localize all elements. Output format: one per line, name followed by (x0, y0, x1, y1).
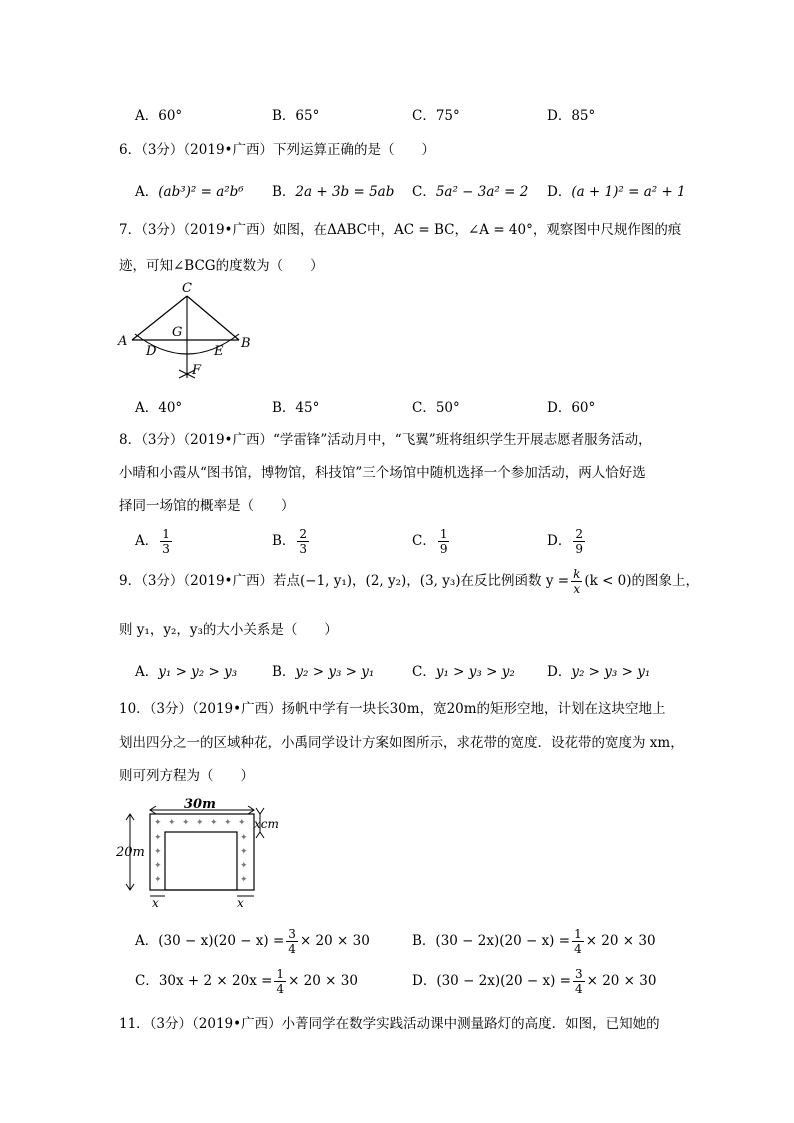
q7-option-c: C．50° (412, 400, 460, 416)
q7-stem-line1: 7．（3分）（2019•广西）如图，在ΔABC中，AC = BC，∠A = 40°，观察图中尺规作图的痕 (119, 222, 682, 238)
q7-triangle-figure (115, 278, 265, 390)
q10-option-a: A．(30 − x)(20 − x) = $\frac{3}{4}$ × 20 × 30 (135, 927, 370, 956)
q5-option-c: C．75° (412, 108, 460, 124)
label-a: A (118, 334, 128, 349)
label-20m: 20m (116, 845, 145, 860)
q10-option-d: D．(30 − 2x)(20 − x) = $\frac{3}{4}$ × 20 × 30 (412, 967, 657, 996)
q10-stem-line1: 10．（3分）（2019•广西）扬帆中学有一块长30m，宽20m的矩形空地，计划在这块空地上 (119, 701, 666, 717)
inner-rectangle (165, 832, 237, 890)
q10-option-b: B．(30 − 2x)(20 − x) = $\frac{1}{4}$ × 20 × 30 (412, 927, 656, 956)
svg-text:✦: ✦ (238, 818, 246, 828)
svg-text:✦: ✦ (154, 861, 162, 871)
q5-option-d: D．85° (547, 108, 596, 124)
q6-option-b: B．2a + 3b = 5ab (272, 184, 395, 200)
q8-option-c: C． $\frac{1}{9}$ (412, 527, 448, 556)
q8-stem-line2: 小晴和小霞从“图书馆，博物馆，科技馆”三个场馆中随机选择一个参加活动，两人恰好选 (119, 465, 646, 481)
svg-text:✦: ✦ (154, 847, 162, 857)
fraction: $\frac{2}{3}$ (299, 527, 308, 556)
q7-option-d: D．60° (547, 400, 596, 416)
label-30m: 30m (184, 797, 216, 812)
q9-option-b: B．y₂ > y₃ > y₁ (272, 664, 375, 680)
q7-option-a: A．40° (135, 400, 183, 416)
svg-text:✦: ✦ (240, 833, 248, 843)
fraction: $\frac{1}{3}$ (162, 527, 170, 556)
svg-text:✦: ✦ (154, 818, 162, 828)
q8-option-d: D． $\frac{2}{9}$ (547, 527, 583, 556)
svg-text:✦: ✦ (154, 833, 162, 843)
label-xcm: xcm (254, 817, 279, 831)
q6-option-c: C．5a² − 3a² = 2 (412, 184, 529, 200)
band-arrow-bottom (256, 832, 264, 838)
q8-option-a: A． $\frac{1}{3}$ (135, 527, 170, 556)
q6-stem: 6．（3分）（2019•广西）下列运算正确的是（ ） (119, 142, 435, 158)
side-bc (187, 296, 239, 340)
band-arrow-top (256, 808, 264, 814)
q9-stem-line1: 9．（3分）（2019•广西）若点(−1, y₁)，(2, y₂)，(3, y₃)在反比例函数 y = $\frac{k}{x}$ (k < 0)的图象上， (119, 567, 700, 596)
label-x-right: x (237, 896, 244, 910)
q10-stem-line3: 则可列方程为（ ） (119, 768, 254, 784)
q8-stem-line1: 8．（3分）（2019•广西）“学雷锋”活动月中，“飞翼”班将组织学生开展志愿者服务活动， (119, 432, 652, 448)
q9-option-c: C．y₁ > y₃ > y₂ (412, 664, 515, 680)
label-x-left: x (152, 896, 159, 910)
label-b: B (241, 336, 251, 351)
fraction: $\frac{3}{4}$ (574, 967, 583, 996)
fraction: $\frac{2}{9}$ (575, 527, 583, 556)
svg-text:✦: ✦ (224, 818, 232, 828)
q10-option-c: C．30x + 2 × 20x = $\frac{1}{4}$ × 20 × 30 (135, 967, 358, 996)
svg-text:✦: ✦ (182, 818, 190, 828)
fraction: $\frac{3}{4}$ (288, 927, 296, 956)
label-e: E (214, 344, 224, 359)
svg-text:✦: ✦ (196, 818, 204, 828)
q10-garden-figure (116, 796, 281, 910)
svg-text:✦: ✦ (240, 861, 248, 871)
svg-text:✦: ✦ (210, 818, 218, 828)
q5-option-a: A．60° (135, 108, 183, 124)
fraction: $\frac{1}{4}$ (574, 927, 582, 956)
q9-option-a: A．y₁ > y₂ > y₃ (135, 664, 238, 680)
fraction: $\frac{1}{4}$ (276, 967, 285, 996)
q6-option-a: A．(ab³)² = a²b⁶ (135, 184, 244, 200)
q9-stem-line2: 则 y₁，y₂，y₃的大小关系是（ ） (119, 622, 338, 638)
q7-option-b: B．45° (272, 400, 320, 416)
q8-option-b: B． $\frac{2}{3}$ (272, 527, 308, 556)
svg-text:✦: ✦ (240, 847, 248, 857)
label-d: D (146, 344, 157, 359)
q5-option-b: B．65° (272, 108, 320, 124)
q10-stem-line2: 划出四分之一的区域种花，小禹同学设计方案如图所示，求花带的宽度．设花带的宽度为 xm， (119, 735, 684, 751)
svg-text:✦: ✦ (240, 875, 248, 885)
label-f: F (192, 363, 202, 378)
label-g: G (172, 325, 183, 340)
q7-stem-line2: 迹，可知∠BCG的度数为（ ） (119, 258, 324, 274)
fraction: $\frac{1}{9}$ (439, 527, 448, 556)
svg-text:✦: ✦ (154, 875, 162, 885)
q11-stem-line1: 11．（3分）（2019•广西）小菁同学在数学实践活动课中测量路灯的高度．如图，已知她的 (119, 1016, 660, 1032)
q9-option-d: D．y₂ > y₃ > y₁ (547, 664, 651, 680)
svg-text:✦: ✦ (168, 818, 176, 828)
fraction-k-over-x: $\frac{k}{x}$ (573, 567, 581, 596)
q6-option-d: D．(a + 1)² = a² + 1 (547, 184, 686, 200)
q8-stem-line3: 择同一场馆的概率是（ ） (119, 498, 295, 514)
label-c: C (182, 281, 192, 296)
flower-band (154, 818, 248, 885)
